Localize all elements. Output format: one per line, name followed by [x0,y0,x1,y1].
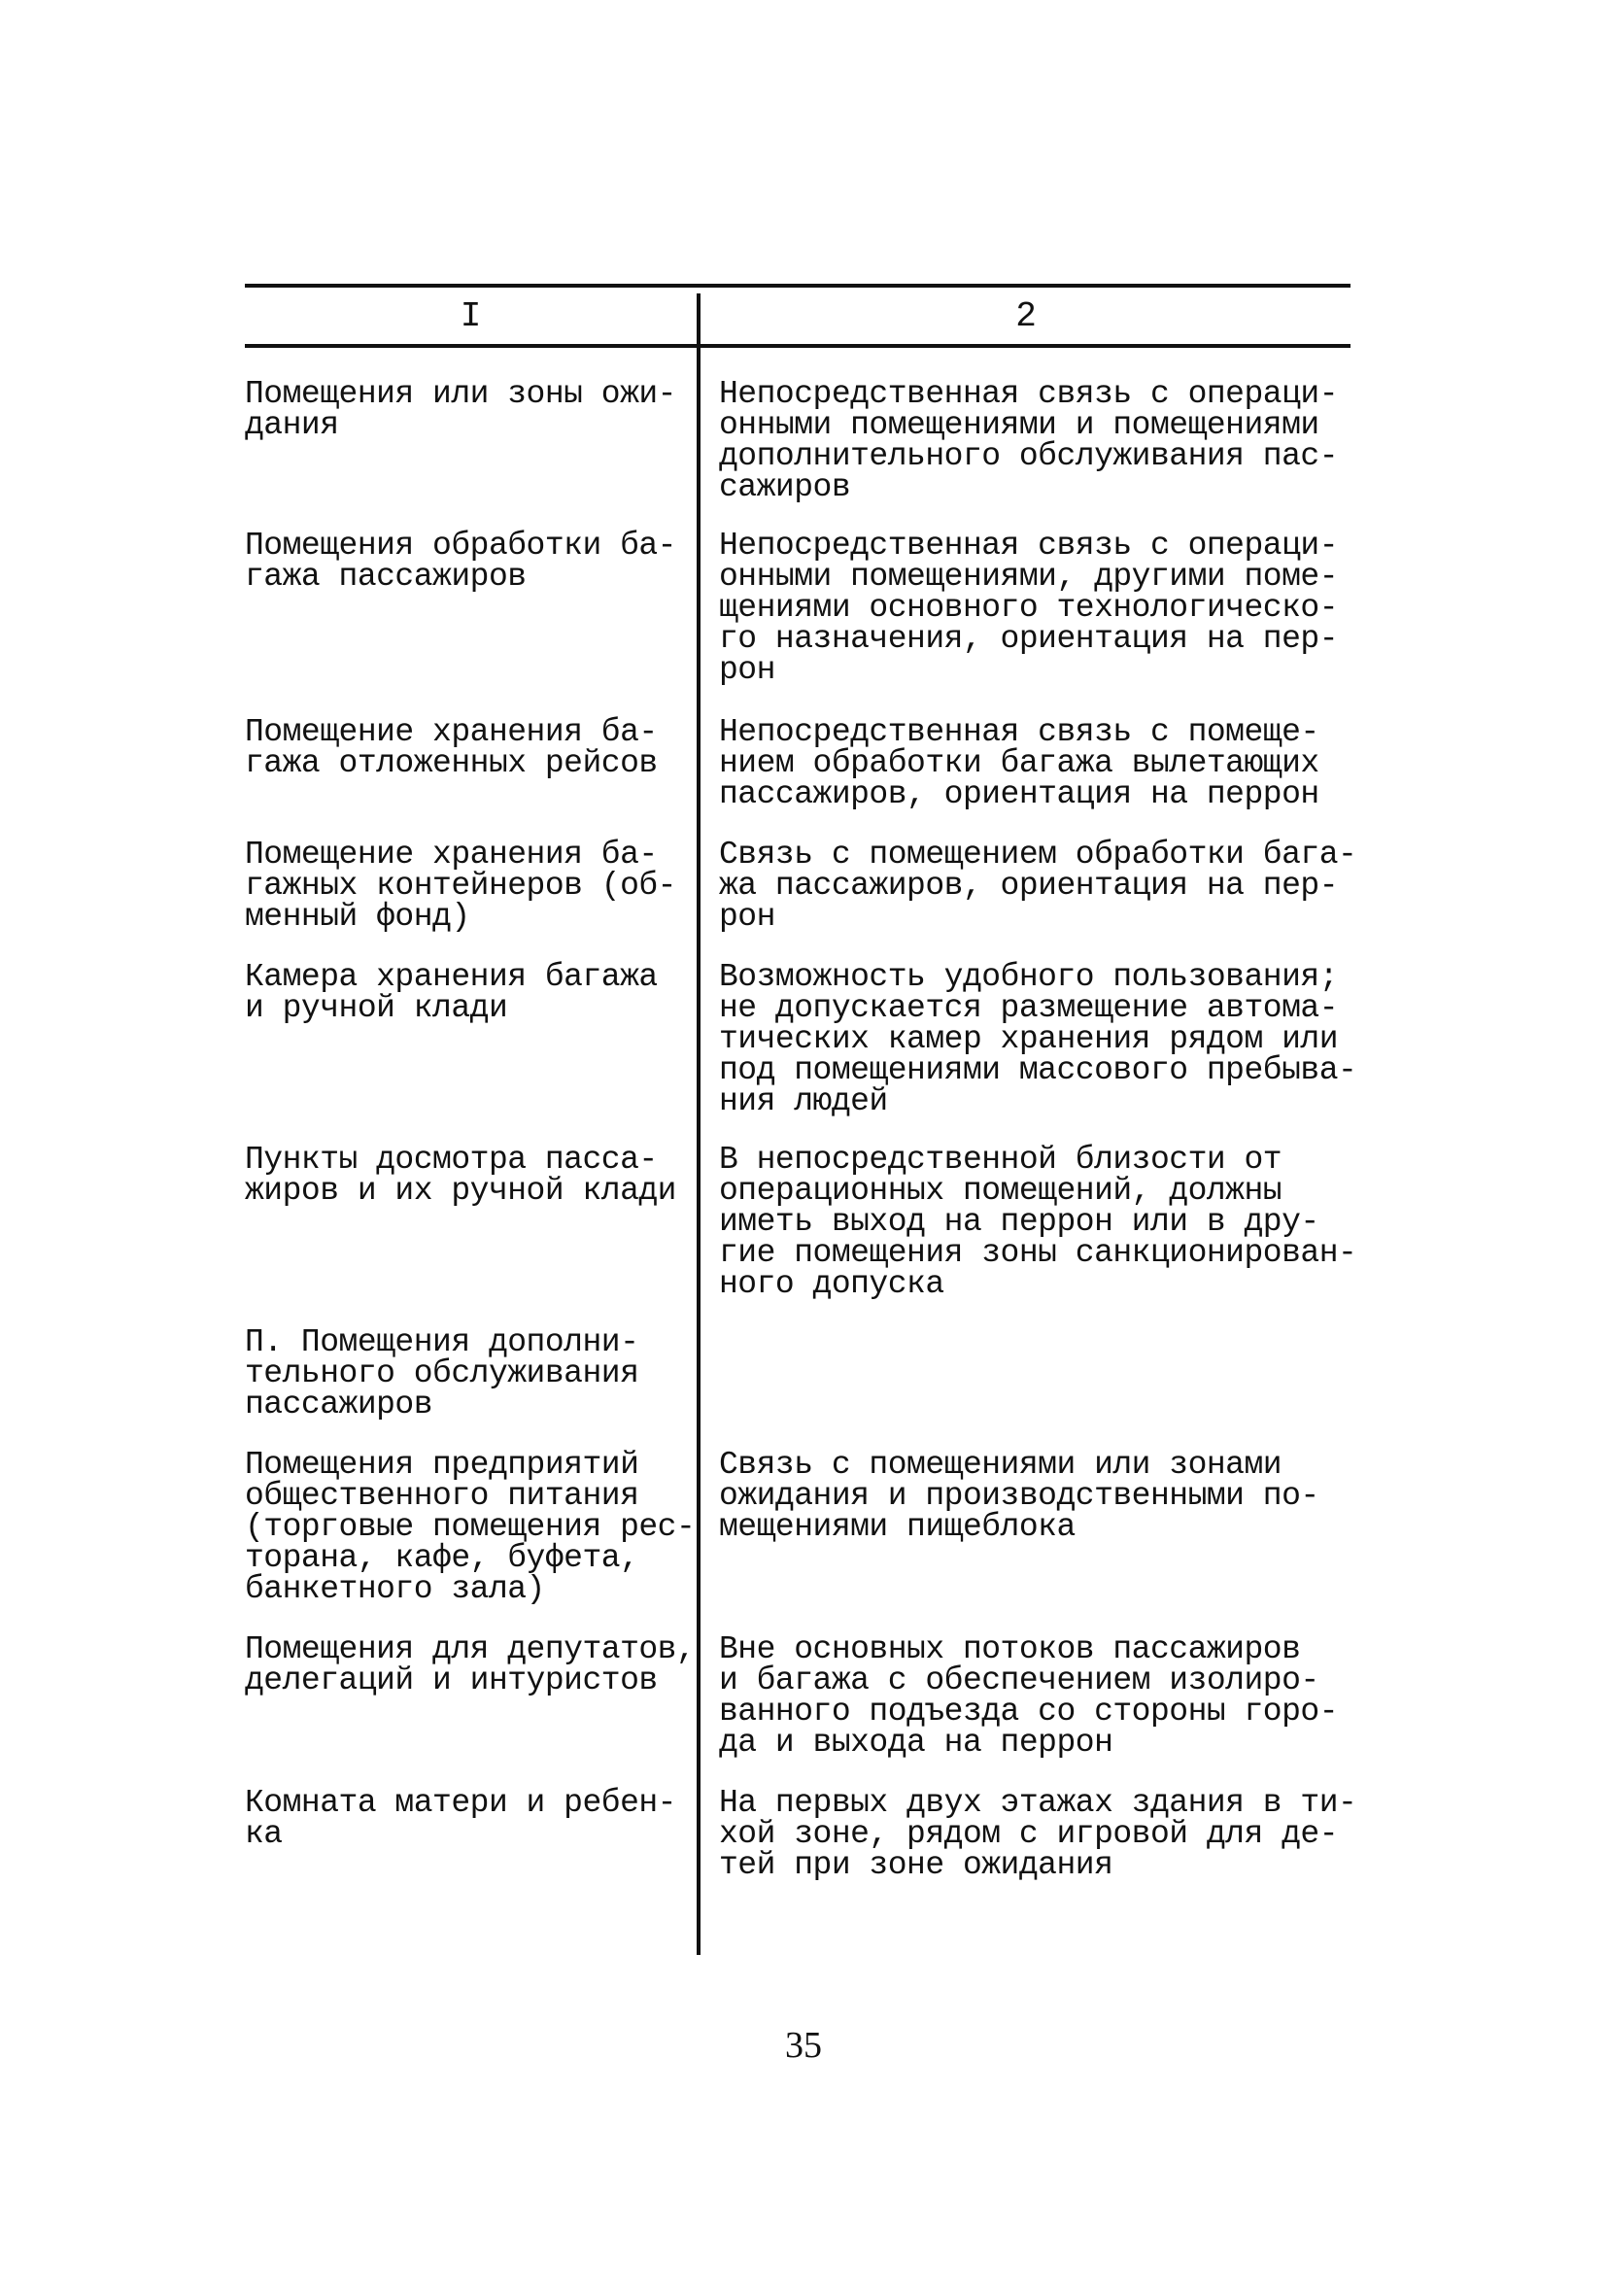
column-divider [697,293,701,1955]
requirement-cell: Непосредственная связь с помеще- нием обработки багажа вылетающих пассажиров, ориентация на перрон [719,714,1319,812]
room-name-cell: Помещения предприятий общественного питания (торговые помещения рес- торана, кафе, буфета, банкетного зала) [245,1447,696,1607]
requirement-cell: Возможность удобного пользования; не допускается размещение автома- тических камер хранения рядом или под помещениями массового пребыва- ния людей [719,959,1357,1119]
requirement-cell: В непосредственной близости от операционных помещений, должны иметь выход на перрон или в дру- гие помещения зоны санкционирован- ного допуска [719,1142,1357,1302]
table-top-rule [245,284,1351,288]
requirement-cell: Непосредственная связь с операци- онными помещениями, другими поме- щениями основного технологическо- го назначения, ориентация на пер- рон [719,528,1339,688]
room-name-cell: Помещения для депутатов, делегаций и интуристов [245,1631,696,1698]
requirement-cell: Связь с помещением обработки бага- жа пассажиров, ориентация на пер- рон [719,837,1357,935]
column-header-1: I [460,296,482,336]
requirement-cell: Вне основных потоков пассажиров и багажа с обеспечением изолиро- ванного подъезда со стороны горо- да и выхода на перрон [719,1631,1339,1761]
room-name-cell: Помещения или зоны ожи- дания [245,376,676,443]
requirement-cell: Связь с помещениями или зонами ожидания и производственными по- мещениями пищеблока [719,1447,1319,1545]
room-name-cell: Пункты досмотра пасса- жиров и их ручной клади [245,1142,676,1209]
room-name-cell: Помещение хранения ба- гажных контейнеров (об- менный фонд) [245,837,676,935]
column-header-2: 2 [1015,296,1037,336]
page-number: 35 [785,2025,822,2066]
room-name-cell: Комната матери и ребен- ка [245,1785,676,1852]
header-bottom-rule [245,344,1351,348]
room-name-cell: Помещение хранения ба- гажа отложенных рейсов [245,714,658,781]
requirement-cell: Непосредственная связь с операци- онными помещениями и помещениями дополнительного обслуживания пас- сажиров [719,376,1339,505]
section-heading-cell: П. Помещения дополни- тельного обслуживания пассажиров [245,1324,639,1422]
room-name-cell: Помещения обработки ба- гажа пассажиров [245,528,676,595]
room-name-cell: Камера хранения багажа и ручной клади [245,959,658,1026]
requirement-cell: На первых двух этажах здания в ти- хой зоне, рядом с игровой для де- тей при зоне ожидания [719,1785,1357,1883]
